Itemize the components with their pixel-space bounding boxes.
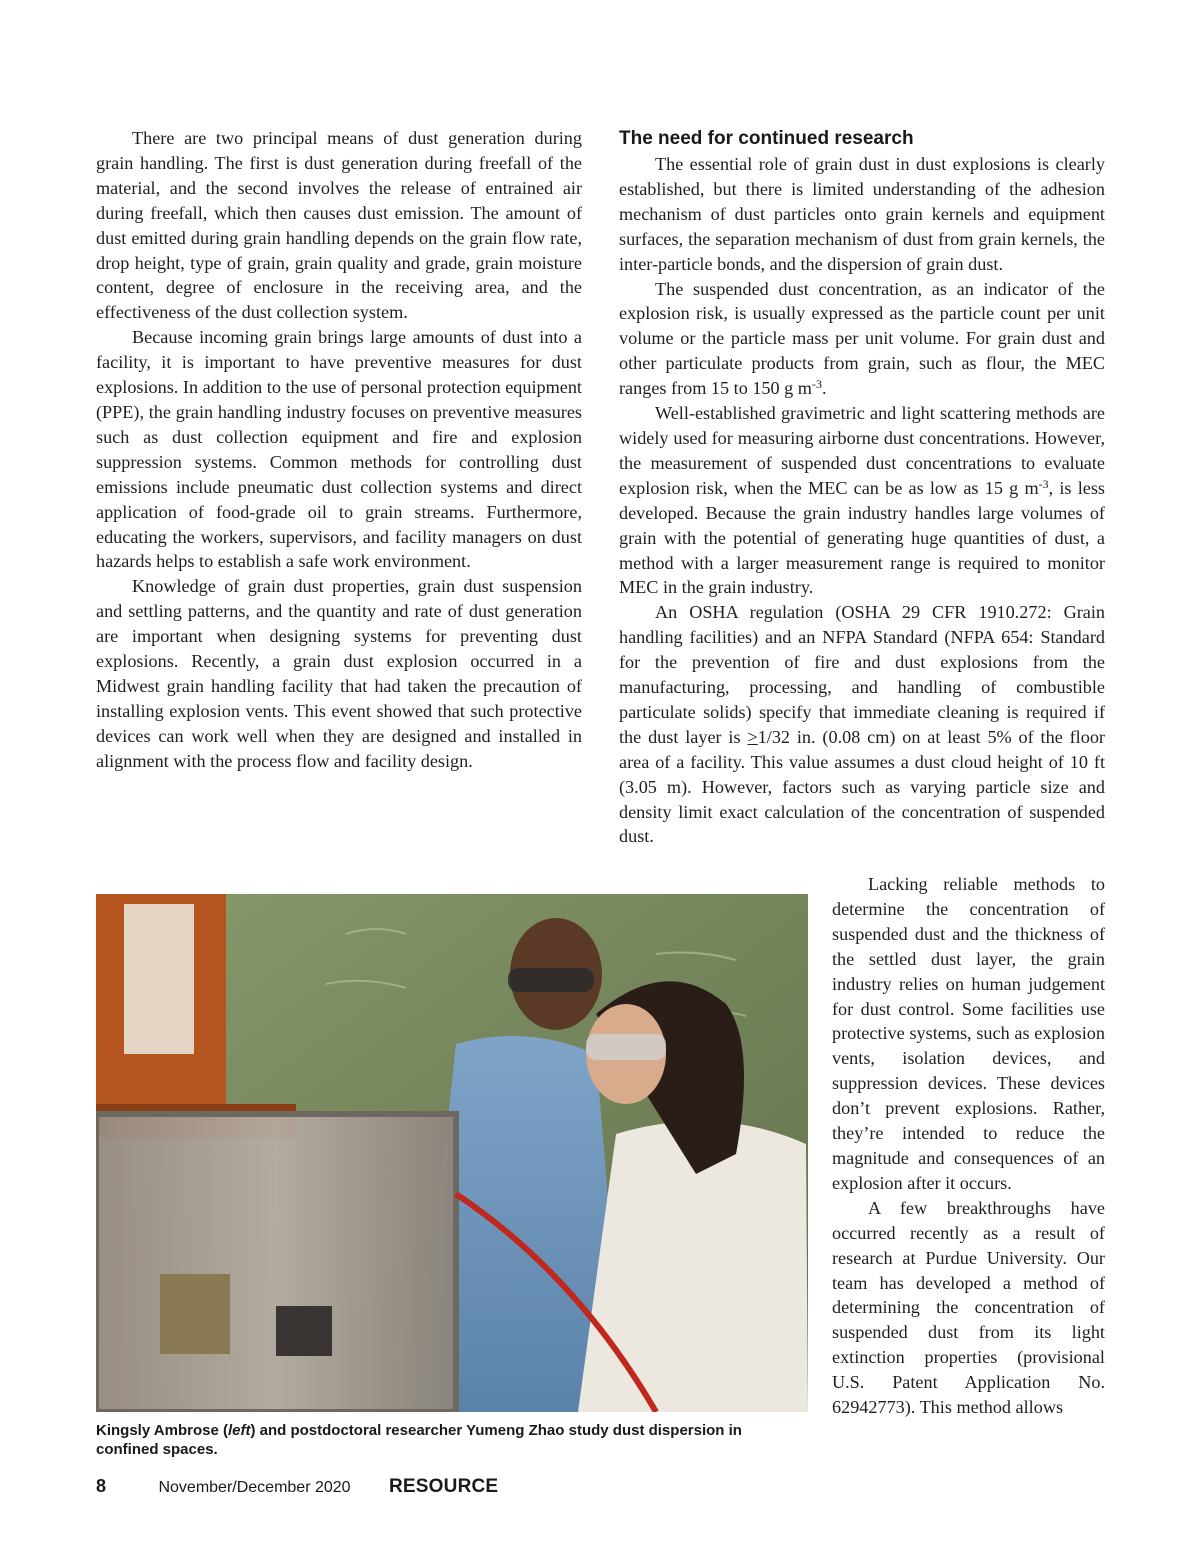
magazine-name: RESOURCE	[389, 1476, 499, 1497]
glass-chamber	[96, 1114, 456, 1412]
text-run: Well-established gravimetric and light scattering methods are widely used for measuring airborne dust concentrations. However, the measurement of suspended dust concentrations to evaluate explosion risk, when the MEC can be as low as 15 g m	[619, 403, 1105, 498]
superscript: -3	[1038, 476, 1049, 491]
sample-jar	[160, 1274, 230, 1354]
text-run: An OSHA regulation (OSHA 29 CFR 1910.272: Grain handling facilities) and an NFPA Standard (NFPA 654: Standard for the prevention of fire and dust explosions from the manufacturing, processing, and handling of combustible particulate solids) specify that immediate cleaning is required if the dust layer is	[619, 602, 1105, 747]
left-paragraph-2: Because incoming grain brings large amounts of dust into a facility, it is important to have preventive measures for dust explosions. In addition to the use of personal protection equipment (PPE), the grain handling industry focuses on preventive measures such as dust collection equipment and fire and explosion suppression systems. Common methods for controlling dust emissions include pneumatic dust collection systems and direct application of food-grade oil to grain streams. Furthermore, educating the workers, supervisors, and facility managers on dust hazards helps to establish a safe work environment.	[96, 327, 582, 572]
page-number: 8	[96, 1476, 107, 1496]
sample-block	[276, 1306, 332, 1356]
superscript: -3	[811, 377, 822, 392]
goggles-right	[586, 1034, 666, 1060]
section-heading: The need for continued research	[619, 128, 914, 149]
page-footer	[96, 1476, 498, 1500]
caption-italic: left	[227, 1422, 251, 1439]
left-column	[96, 126, 582, 774]
right-paragraph-1: The essential role of grain dust in dust explosions is clearly established, but there is limited understanding of the adhesion mechanism of dust particles onto grain kernels and equipment surfaces, the separation mechanism of dust from grain kernels, the inter-particle bonds, and the dispersion of grain dust.	[619, 154, 1105, 274]
text-run: Kingsly Ambrose (	[96, 1422, 228, 1439]
photo-caption	[96, 1421, 808, 1459]
right-paragraph-2	[619, 277, 1105, 402]
text-run: The suspended dust concentration, as an indicator of the explosion risk, is usually expressed as the particle count per unit volume or the particle mass per unit volume. For grain dust and other particulate products from grain, such as flour, the MEC ranges from 15 to 150 g m	[619, 278, 1105, 399]
narrow-paragraph-2: A few breakthroughs have occurred recently as a result of research at Purdue University. Our team has developed a method of determining the concentration of suspended dust from its light extinction properties (provisional U.S. Patent Application No. 62942773). This method allows	[832, 1197, 1105, 1418]
lab-photo	[96, 894, 808, 1412]
right-column	[619, 126, 1105, 849]
right-paragraph-3	[619, 401, 1105, 600]
underlined-symbol: >	[747, 726, 758, 747]
issue-date: November/December 2020	[158, 1479, 351, 1496]
text-run: , is less developed. Because the grain industry handles large volumes of grain with the potential of generating huge quantities of dust, a method with a larger measurement range is required to monitor MEC in the grain industry.	[619, 477, 1105, 598]
right-paragraph-4	[619, 600, 1105, 849]
lab-photo-illustration	[96, 894, 808, 1412]
left-paragraph-3: Knowledge of grain dust properties, grain dust suspension and settling patterns, and the quantity and rate of dust generation are important when designing systems for preventing dust explosions. Recently, a grain dust explosion occurred in a Midwest grain handling facility that had taken the precaution of installing explosion vents. This event showed that such protective devices can work well when they are designed and installed in alignment with the process flow and facility design.	[96, 576, 582, 771]
left-paragraph-1: There are two principal means of dust generation during grain handling. The first is dust generation during freefall of the material, and the second involves the release of entrained air during freefall, which then causes dust emission. The amount of dust emitted during grain handling depends on the grain flow rate, drop height, type of grain, grain quality and grade, grain moisture content, degree of enclosure in the receiving area, and the effectiveness of the dust collection system.	[96, 128, 582, 323]
cabinet-panel	[124, 904, 194, 1054]
text-run: ) and postdoctoral researcher Yumeng Zhao study dust dispersion in confined spaces.	[96, 1422, 742, 1458]
text-run: 1/32 in. (0.08 cm) on at least 5% of the floor area of a facility. This value assumes a dust cloud height of 10 ft (3.05 m). However, factors such as varying particle size and density limit exact calculation of the concentration of suspended dust.	[619, 726, 1105, 847]
narrow-paragraph-1: Lacking reliable methods to determine the concentration of suspended dust and the thickness of the settled dust layer, the grain industry relies on human judgement for dust control. Some facilities use protective systems, such as explosion vents, isolation devices, and suppression devices. These devices don’t prevent explosions. Rather, they’re intended to reduce the magnitude and consequences of an explosion after it occurs.	[832, 874, 1105, 1193]
goggles-left	[508, 968, 594, 992]
text-run: .	[821, 378, 827, 399]
narrow-column	[832, 872, 1105, 1420]
